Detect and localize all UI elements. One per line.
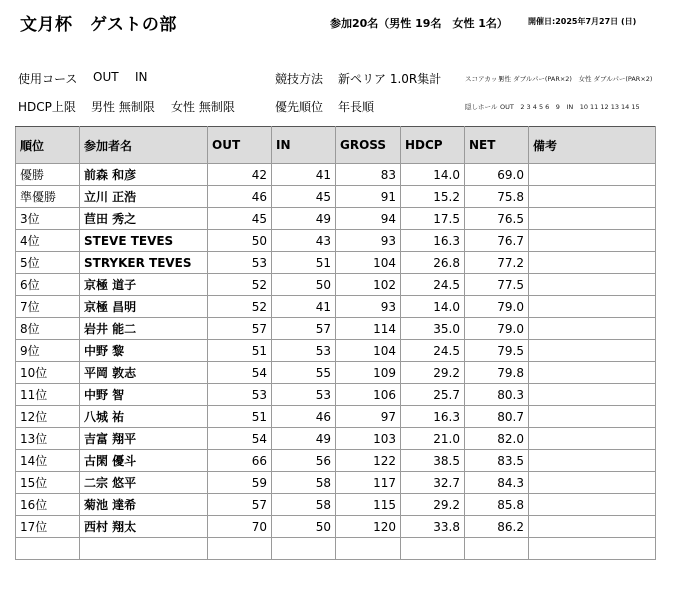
cell-in: 58 bbox=[272, 472, 336, 494]
method-value: 新ペリア 1.0R集計 bbox=[338, 72, 442, 86]
cell-net: 80.3 bbox=[465, 384, 529, 406]
scorecut-label: スコアカット bbox=[465, 75, 504, 83]
cell-name: 平岡 敦志 bbox=[80, 362, 208, 384]
course-label: 使用コース bbox=[18, 72, 78, 86]
cell-name: 中野 黎 bbox=[80, 340, 208, 362]
cell-gross: 122 bbox=[336, 450, 401, 472]
cell-rank: 6位 bbox=[16, 274, 80, 296]
cell-in: 45 bbox=[272, 186, 336, 208]
cell-name: STEVE TEVES bbox=[80, 230, 208, 252]
cell-name: 八城 祐 bbox=[80, 406, 208, 428]
cell-net: 69.0 bbox=[465, 164, 529, 186]
cell-gross: 106 bbox=[336, 384, 401, 406]
cell-note bbox=[529, 318, 656, 340]
cell-out bbox=[208, 538, 272, 560]
cell-name: 吉富 翔平 bbox=[80, 428, 208, 450]
table-row bbox=[16, 450, 656, 472]
cell-net: 75.8 bbox=[465, 186, 529, 208]
cell-in: 49 bbox=[272, 208, 336, 230]
column-header-net: NET bbox=[465, 127, 529, 164]
cell-gross: 114 bbox=[336, 318, 401, 340]
cell-rank: 7位 bbox=[16, 296, 80, 318]
priority-label: 優先順位 bbox=[275, 100, 324, 114]
cell-hdcp: 17.5 bbox=[401, 208, 465, 230]
cell-rank: 10位 bbox=[16, 362, 80, 384]
cell-gross: 93 bbox=[336, 296, 401, 318]
cell-hdcp: 16.3 bbox=[401, 406, 465, 428]
cell-net: 77.2 bbox=[465, 252, 529, 274]
cell-rank: 優勝 bbox=[16, 164, 80, 186]
cell-note bbox=[529, 494, 656, 516]
cell-net: 84.3 bbox=[465, 472, 529, 494]
cell-in: 49 bbox=[272, 428, 336, 450]
cell-rank: 8位 bbox=[16, 318, 80, 340]
column-header-name: 参加者名 bbox=[80, 127, 208, 164]
cell-in: 57 bbox=[272, 318, 336, 340]
cell-note bbox=[529, 472, 656, 494]
cell-out: 57 bbox=[208, 318, 272, 340]
cell-gross: 115 bbox=[336, 494, 401, 516]
table-row bbox=[16, 428, 656, 450]
page-title: 文月杯 ゲストの部 bbox=[20, 15, 177, 35]
cell-out: 42 bbox=[208, 164, 272, 186]
cell-out: 70 bbox=[208, 516, 272, 538]
held-date: 開催日:2025年7月27日 (日) bbox=[528, 17, 637, 26]
cell-gross: 102 bbox=[336, 274, 401, 296]
cell-gross: 83 bbox=[336, 164, 401, 186]
cell-note bbox=[529, 274, 656, 296]
table-row bbox=[16, 230, 656, 252]
cell-hdcp: 38.5 bbox=[401, 450, 465, 472]
cell-hdcp: 24.5 bbox=[401, 340, 465, 362]
cell-gross bbox=[336, 538, 401, 560]
cell-hdcp: 26.8 bbox=[401, 252, 465, 274]
cell-hdcp: 14.0 bbox=[401, 296, 465, 318]
results-table bbox=[15, 126, 656, 560]
cell-gross: 117 bbox=[336, 472, 401, 494]
cell-in: 50 bbox=[272, 516, 336, 538]
table-row bbox=[16, 296, 656, 318]
column-header-in: IN bbox=[272, 127, 336, 164]
column-header-hdcp: HDCP bbox=[401, 127, 465, 164]
cell-name: 菊池 達希 bbox=[80, 494, 208, 516]
cell-rank: 3位 bbox=[16, 208, 80, 230]
cell-note bbox=[529, 230, 656, 252]
table-row bbox=[16, 406, 656, 428]
cell-out: 50 bbox=[208, 230, 272, 252]
cell-out: 54 bbox=[208, 428, 272, 450]
cell-rank: 12位 bbox=[16, 406, 80, 428]
table-row bbox=[16, 252, 656, 274]
cell-note bbox=[529, 340, 656, 362]
hdcp-label: HDCP上限 bbox=[18, 100, 76, 114]
cell-net: 79.5 bbox=[465, 340, 529, 362]
hidden-hole-label: 隠しホール bbox=[465, 103, 498, 111]
cell-out: 52 bbox=[208, 296, 272, 318]
cell-net: 79.0 bbox=[465, 318, 529, 340]
cell-hdcp: 29.2 bbox=[401, 494, 465, 516]
cell-in: 53 bbox=[272, 340, 336, 362]
cell-in: 43 bbox=[272, 230, 336, 252]
cell-net: 86.2 bbox=[465, 516, 529, 538]
cell-hdcp bbox=[401, 538, 465, 560]
cell-out: 53 bbox=[208, 384, 272, 406]
cell-name: 岩井 能二 bbox=[80, 318, 208, 340]
cell-in: 46 bbox=[272, 406, 336, 428]
column-header-note: 備考 bbox=[529, 127, 656, 164]
table-row bbox=[16, 538, 656, 560]
scorecut-value: 男性 ダブルパー(PAR×2) 女性 ダブルパー(PAR×2) bbox=[498, 75, 653, 83]
cell-out: 57 bbox=[208, 494, 272, 516]
cell-net: 77.5 bbox=[465, 274, 529, 296]
cell-in: 58 bbox=[272, 494, 336, 516]
cell-net bbox=[465, 538, 529, 560]
cell-rank: 11位 bbox=[16, 384, 80, 406]
cell-name: 中野 智 bbox=[80, 384, 208, 406]
cell-hdcp: 15.2 bbox=[401, 186, 465, 208]
cell-hdcp: 32.7 bbox=[401, 472, 465, 494]
cell-out: 66 bbox=[208, 450, 272, 472]
cell-hdcp: 14.0 bbox=[401, 164, 465, 186]
cell-in: 50 bbox=[272, 274, 336, 296]
cell-hdcp: 24.5 bbox=[401, 274, 465, 296]
cell-gross: 93 bbox=[336, 230, 401, 252]
cell-rank: 14位 bbox=[16, 450, 80, 472]
cell-rank bbox=[16, 538, 80, 560]
table-row bbox=[16, 274, 656, 296]
cell-hdcp: 21.0 bbox=[401, 428, 465, 450]
cell-rank: 9位 bbox=[16, 340, 80, 362]
cell-rank: 16位 bbox=[16, 494, 80, 516]
cell-gross: 104 bbox=[336, 252, 401, 274]
cell-rank: 17位 bbox=[16, 516, 80, 538]
table-row bbox=[16, 340, 656, 362]
table-row bbox=[16, 164, 656, 186]
cell-in: 56 bbox=[272, 450, 336, 472]
cell-hdcp: 33.8 bbox=[401, 516, 465, 538]
cell-in: 41 bbox=[272, 296, 336, 318]
cell-name: STRYKER TEVES bbox=[80, 252, 208, 274]
table-row bbox=[16, 494, 656, 516]
cell-note bbox=[529, 164, 656, 186]
cell-net: 76.5 bbox=[465, 208, 529, 230]
cell-net: 76.7 bbox=[465, 230, 529, 252]
cell-in: 51 bbox=[272, 252, 336, 274]
cell-in: 53 bbox=[272, 384, 336, 406]
column-header-out: OUT bbox=[208, 127, 272, 164]
cell-name: 京極 昌明 bbox=[80, 296, 208, 318]
cell-net: 85.8 bbox=[465, 494, 529, 516]
course-out: OUT bbox=[93, 70, 119, 84]
table-row bbox=[16, 362, 656, 384]
cell-out: 54 bbox=[208, 362, 272, 384]
table-row bbox=[16, 384, 656, 406]
cell-rank: 4位 bbox=[16, 230, 80, 252]
cell-out: 51 bbox=[208, 340, 272, 362]
cell-in bbox=[272, 538, 336, 560]
cell-rank: 13位 bbox=[16, 428, 80, 450]
cell-gross: 120 bbox=[336, 516, 401, 538]
cell-gross: 103 bbox=[336, 428, 401, 450]
cell-out: 45 bbox=[208, 208, 272, 230]
cell-name: 京極 道子 bbox=[80, 274, 208, 296]
cell-gross: 104 bbox=[336, 340, 401, 362]
cell-note bbox=[529, 252, 656, 274]
cell-note bbox=[529, 208, 656, 230]
table-row bbox=[16, 472, 656, 494]
cell-rank: 準優勝 bbox=[16, 186, 80, 208]
priority-value: 年長順 bbox=[338, 100, 375, 114]
cell-hdcp: 25.7 bbox=[401, 384, 465, 406]
table-header-row bbox=[16, 127, 656, 164]
cell-net: 83.5 bbox=[465, 450, 529, 472]
cell-note bbox=[529, 384, 656, 406]
cell-hdcp: 35.0 bbox=[401, 318, 465, 340]
cell-note bbox=[529, 538, 656, 560]
cell-name bbox=[80, 538, 208, 560]
cell-out: 59 bbox=[208, 472, 272, 494]
cell-note bbox=[529, 516, 656, 538]
cell-gross: 91 bbox=[336, 186, 401, 208]
cell-note bbox=[529, 186, 656, 208]
cell-net: 82.0 bbox=[465, 428, 529, 450]
cell-note bbox=[529, 362, 656, 384]
cell-note bbox=[529, 406, 656, 428]
table-row bbox=[16, 186, 656, 208]
cell-out: 51 bbox=[208, 406, 272, 428]
cell-hdcp: 16.3 bbox=[401, 230, 465, 252]
column-header-gross: GROSS bbox=[336, 127, 401, 164]
table-row bbox=[16, 318, 656, 340]
cell-in: 41 bbox=[272, 164, 336, 186]
cell-name: 苣田 秀之 bbox=[80, 208, 208, 230]
cell-gross: 109 bbox=[336, 362, 401, 384]
cell-net: 79.8 bbox=[465, 362, 529, 384]
cell-in: 55 bbox=[272, 362, 336, 384]
table-row bbox=[16, 208, 656, 230]
cell-gross: 94 bbox=[336, 208, 401, 230]
cell-name: 前森 和彦 bbox=[80, 164, 208, 186]
cell-net: 79.0 bbox=[465, 296, 529, 318]
cell-rank: 15位 bbox=[16, 472, 80, 494]
cell-note bbox=[529, 450, 656, 472]
hdcp-female: 女性 無制限 bbox=[171, 100, 235, 114]
course-in: IN bbox=[135, 70, 148, 84]
cell-name: 古閑 優斗 bbox=[80, 450, 208, 472]
table-row bbox=[16, 516, 656, 538]
cell-note bbox=[529, 428, 656, 450]
cell-gross: 97 bbox=[336, 406, 401, 428]
cell-name: 二宗 悠平 bbox=[80, 472, 208, 494]
cell-out: 53 bbox=[208, 252, 272, 274]
cell-name: 立川 正浩 bbox=[80, 186, 208, 208]
cell-net: 80.7 bbox=[465, 406, 529, 428]
cell-note bbox=[529, 296, 656, 318]
participant-count: 参加20名（男性 19名 女性 1名） bbox=[330, 17, 508, 30]
cell-name: 西村 翔太 bbox=[80, 516, 208, 538]
hdcp-male: 男性 無制限 bbox=[91, 100, 155, 114]
cell-rank: 5位 bbox=[16, 252, 80, 274]
hidden-hole-value: OUT 2 3 4 5 6 9 IN 10 11 12 13 14 15 bbox=[500, 103, 640, 111]
cell-hdcp: 29.2 bbox=[401, 362, 465, 384]
column-header-rank: 順位 bbox=[16, 127, 80, 164]
cell-out: 46 bbox=[208, 186, 272, 208]
cell-out: 52 bbox=[208, 274, 272, 296]
method-label: 競技方法 bbox=[275, 72, 324, 86]
